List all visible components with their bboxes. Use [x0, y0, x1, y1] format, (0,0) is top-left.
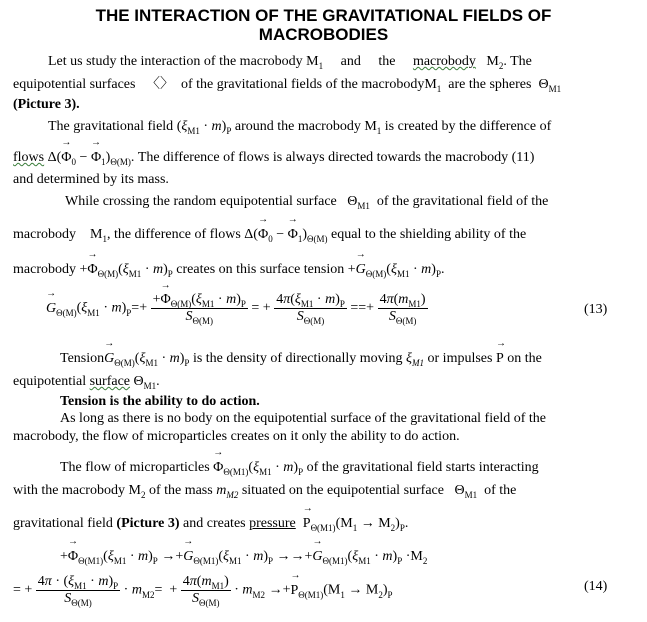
p6-text-j: pressure	[249, 516, 296, 531]
p5-line2: macrobody, the flow of microparticles creates on it only the ability to do action.	[13, 429, 460, 444]
p3-text-e: equal to the shielding ability of the	[331, 227, 527, 242]
p3-text-a: While crossing the random equipotential surface	[65, 194, 337, 209]
paper-title-line2: MACROBODIES	[258, 25, 389, 44]
formula-phi-flow: +→ $\Phi_{\Theta(M)}(\xi_{M1} \cdot m)_P$	[79, 262, 172, 277]
equation-13-number: (13)	[584, 302, 608, 317]
symbol-theta-m1: $\Theta_{M1}$	[347, 194, 370, 211]
p2-text-a: The gravitational field	[48, 119, 174, 134]
fraction-4pi-xi-over-s: $\frac{4\pi \cdot (\xi_{M1} \cdot m)_P}{S_{\Theta(M)}}$	[37, 574, 119, 608]
paper-title-line1: THE INTERACTION OF THE GRAVITATIONAL FIELDS OF	[95, 6, 552, 25]
p1-line2	[13, 76, 561, 94]
p4-text-f: surface	[89, 374, 131, 389]
p4-text-d: on the	[507, 351, 542, 366]
formula-tension: +→ $G_{\Theta(M)}(\xi_{M1} \cdot m)_P$.	[348, 262, 445, 277]
p4-line1	[60, 350, 542, 368]
p3-text-g: creates on this surface tension	[176, 262, 345, 277]
p3-text-f: macrobody	[13, 262, 76, 277]
p4-line2: equipotential surface $\Theta_{M1}$.	[13, 374, 160, 391]
p4-text-c: or impulses	[427, 351, 493, 366]
p2-text-e: . The difference of flows is always directed towards the macrobody (11)	[130, 150, 535, 165]
equation-13: → $G_{\Theta(M)}(\xi_{M1} \cdot m)_P=+$ $\frac{+\to \Phi_{\Theta(M)}(\xi_{M1} \cdot m)_P}{S_{\Theta(M)}}$ = + $\frac{4\pi(\xi_{M1} \cdot m)_P}{S_{\Theta(M)}}$ ==+ $\frac{4\pi(m_{M1})}{S_{\Theta(M)}}$	[46, 292, 428, 325]
p3-text-c: macrobody	[13, 227, 76, 242]
p4-text-e: equipotential	[13, 374, 87, 389]
fraction-phi-over-s: $\frac{+\to \Phi_{\Theta(M)}(\xi_{M1} \cdot m)_P}{S_{\Theta(M)}}$	[151, 292, 248, 325]
symbol-m1: $M_1$	[424, 77, 442, 94]
symbol-m1: $M_1$	[364, 119, 382, 136]
p1-text-g: of the gravitational fields of the macrobody	[180, 77, 425, 92]
symbol-xi-m1: $\xi_{M1}$	[406, 351, 425, 368]
p6-text-f: of the	[484, 483, 517, 498]
p6-text-a: The flow of microparticles	[60, 460, 210, 475]
formula-field: $(\xi_{M1} \cdot m)_P$	[176, 119, 232, 136]
p6-line1	[60, 459, 539, 477]
p6-line2	[13, 482, 516, 500]
p6-text-h: (Picture 3)	[116, 516, 180, 531]
symbol-m1: $M_1$	[89, 227, 107, 244]
symbol-diamond: 〈〉	[145, 77, 174, 92]
formula-pressure: → $P_{\Theta(M1)}(M_1 \to M_2)_P$.	[303, 516, 409, 531]
p6-text-i: and creates	[183, 516, 246, 531]
p1-text-a: Let us study the interaction of the macrobody	[48, 54, 303, 69]
formula-flow-difference: $\Delta(\to \Phi_0$ − → $\Phi_1)_{\Theta(M)}$	[244, 227, 327, 242]
p6-text-b: of the gravitational field starts interacting	[306, 460, 539, 475]
p1-text-d: macrobody	[412, 54, 476, 69]
formula-phi-flow: → $\Phi_{\Theta(M1)}(\xi_{M1} \cdot m)_P$	[213, 460, 303, 475]
symbol-m1: $M_1$	[306, 54, 324, 71]
p6-text-c: with the macrobody	[13, 483, 125, 498]
p2-text-c: is created by the difference of	[384, 119, 552, 134]
p3-line1	[65, 193, 548, 211]
p2-text-d: flows	[13, 150, 45, 165]
p1-line3: (Picture 3).	[13, 97, 80, 112]
p3-text-b: of the gravitational field of the	[376, 194, 549, 209]
symbol-impulse-p: → P	[496, 351, 504, 366]
p6-text-d: of the mass	[148, 483, 213, 498]
equation-14-line1: +→ $\Phi_{\Theta(M1)}(\xi_{M1} \cdot m)_P$ →+→ $G_{\Theta(M1)}(\xi_{M1} \cdot m)_P$ →→+→ $G_{\Theta(M1)}(\xi_{M1} \cdot m)_P \cdot M_2$	[60, 548, 427, 566]
p3-line2	[13, 226, 526, 244]
symbol-mass-m2: $m_{M2}$	[216, 483, 239, 500]
p1-text-e: . The	[503, 54, 532, 69]
fraction-4pi-m-over-s: $\frac{4\pi(m_{M1})}{S_{\Theta(M)}}$	[182, 574, 229, 608]
p1-text-b: and	[340, 54, 361, 69]
p2-line1	[48, 118, 551, 136]
p2-text-b: around the macrobody	[234, 119, 361, 134]
fraction-4pi-xi-over-s: $\frac{4\pi(\xi_{M1} \cdot m)_P}{S_{\Theta(M)}}$	[276, 292, 345, 326]
p5-line1: As long as there is no body on the equipotential surface of the gravitational field of the	[60, 411, 546, 426]
p4-text-b: is the density of directionally moving	[192, 351, 403, 366]
symbol-m2: $M_2$	[486, 54, 504, 71]
fraction-4pi-m-over-s: $\frac{4\pi(m_{M1})}{S_{\Theta(M)}}$	[379, 292, 426, 326]
p2-line3: and determined by its mass.	[13, 172, 169, 187]
symbol-m2: $M_2$	[128, 483, 146, 500]
p3-text-d: , the difference of flows	[106, 227, 241, 242]
p6-text-e: situated on the equipotential surface	[241, 483, 444, 498]
formula-flow-difference: $\Delta(\to \Phi_0$ − → $\Phi_1)_{\Theta(M)}$	[48, 150, 131, 165]
equation-14-line2: = + $\frac{4\pi \cdot (\xi_{M1} \cdot m)_P}{S_{\Theta(M)}}$ · $m_{M2}=$ + $\frac{4\pi(m_{M1})}{S_{\Theta(M)}}$ · $m_{M2}$ →+→ $P_{\Theta(M1)}(M_1 \to M_2)_P$	[13, 574, 393, 607]
p3-line3	[13, 261, 444, 279]
symbol-theta-m1: $\Theta_{M1}$	[538, 77, 562, 94]
p6-line3	[13, 515, 408, 533]
formula-tension: → $G_{\Theta(M)}(\xi_{M1} \cdot m)_P$	[104, 351, 189, 366]
p1-text-f: equipotential surfaces	[13, 77, 136, 92]
p6-text-g: gravitational field	[13, 516, 113, 531]
p2-line2	[13, 149, 534, 167]
equation-14-number: (14)	[584, 579, 608, 594]
p1-text-c: the	[378, 54, 396, 69]
p1-line1	[48, 53, 532, 71]
p4-text-a: Tension	[60, 351, 105, 366]
symbol-theta-m1: $\Theta_{M1}$	[454, 483, 478, 500]
p1-text-h: are the spheres	[448, 77, 532, 92]
bold-statement: Tension is the ability to do action.	[60, 394, 260, 409]
symbol-theta-m1: $\Theta_{M1}$	[133, 374, 157, 391]
